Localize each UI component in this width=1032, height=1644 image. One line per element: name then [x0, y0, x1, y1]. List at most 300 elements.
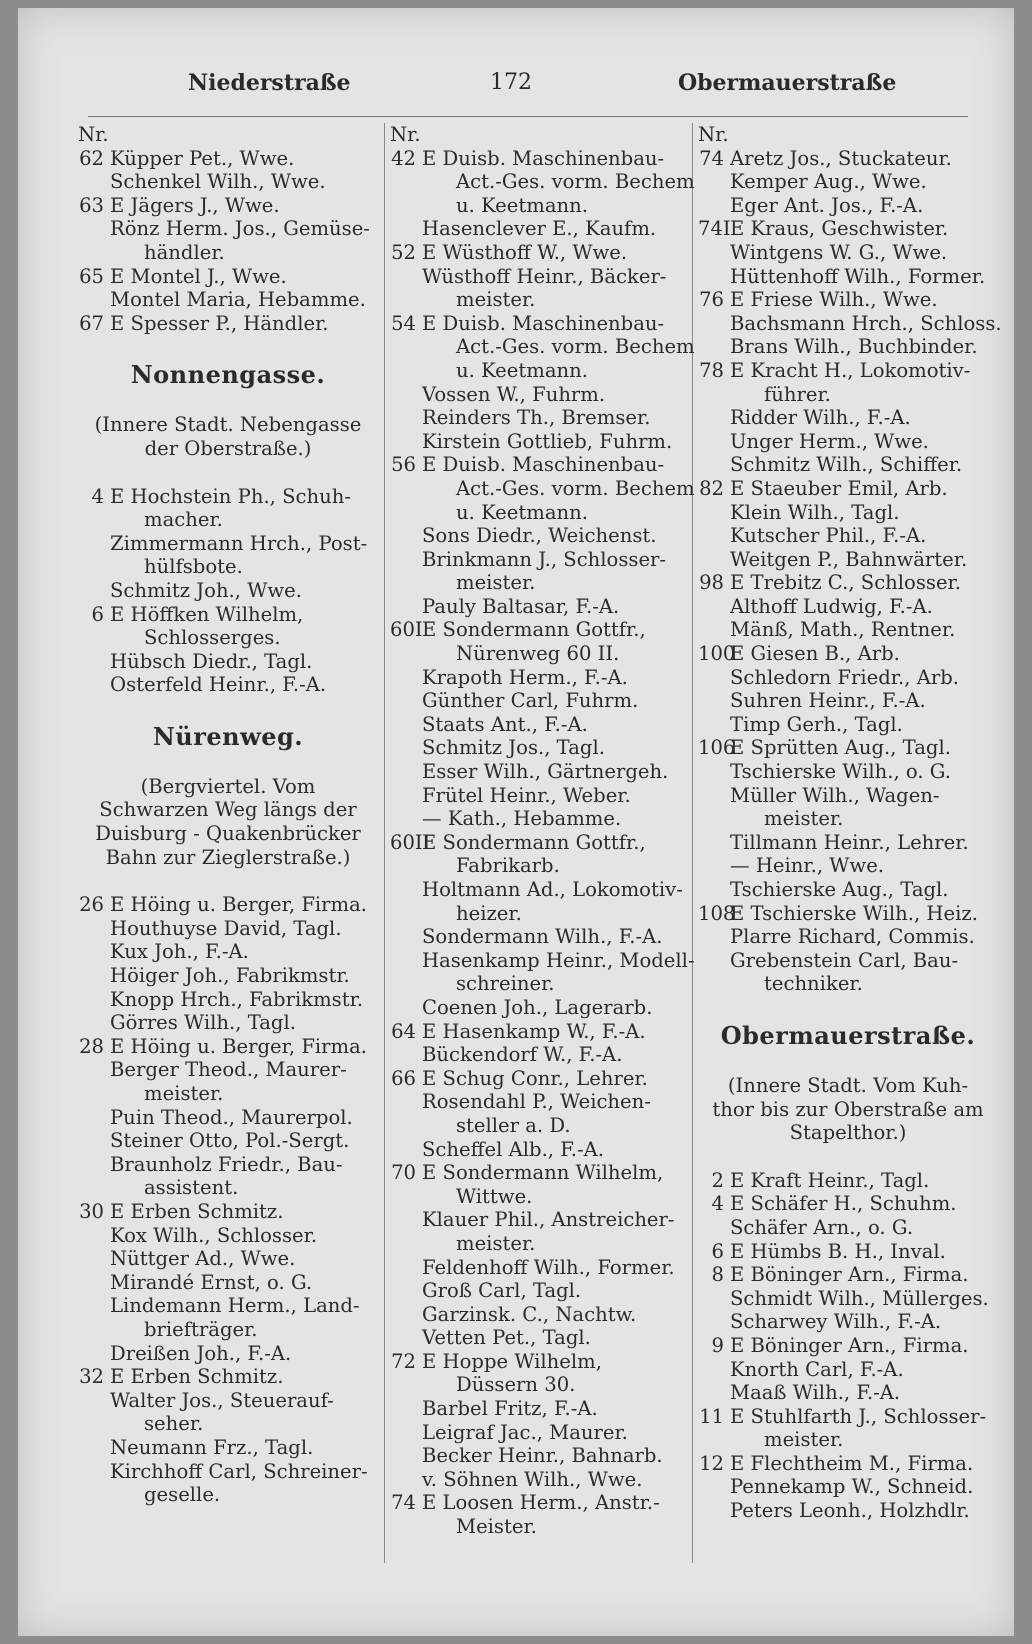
entry-text: Wintgens W. G., Wwe. — [730, 240, 948, 264]
entry-list — [698, 1169, 998, 1523]
entry-line — [390, 760, 690, 784]
entry-text: Fabrikarb. — [456, 854, 560, 878]
entry-line — [390, 524, 690, 548]
header-left-street: Niederstraße — [188, 70, 351, 96]
entry-text: führer. — [764, 382, 831, 406]
entry-line — [390, 996, 690, 1020]
description-line: Stapelthor.) — [789, 1121, 907, 1145]
entry-line — [390, 265, 690, 289]
entry-line — [78, 1129, 378, 1153]
entry-text: E Höffken Wilhelm, — [110, 602, 304, 626]
house-number: 76 — [699, 288, 724, 312]
entry-line — [390, 1208, 690, 1232]
nr-label: Nr. — [698, 123, 729, 146]
entry-text: E Schug Conr., Lehrer. — [422, 1066, 648, 1090]
entry-line — [390, 713, 690, 737]
page-header — [18, 70, 1014, 106]
entry-text: Küpper Pet., Wwe. — [110, 146, 295, 170]
entry-text: E Sondermann Gottfr., — [422, 618, 646, 642]
entry-text: Leigraf Jac., Maurer. — [422, 1420, 628, 1444]
street-description — [698, 1074, 998, 1145]
entry-line — [390, 1090, 690, 1114]
entry-line — [390, 406, 690, 430]
entry-line — [698, 831, 998, 855]
header-divider — [88, 116, 968, 117]
house-number: 98 — [699, 571, 724, 595]
entry-text: Houthuyse David, Tagl. — [110, 916, 342, 940]
entry-line — [390, 217, 690, 241]
entry-line — [78, 194, 378, 218]
entry-text: Kox Wilh., Schlosser. — [110, 1223, 318, 1247]
entry-text: Rönz Herm. Jos., Gemüse- — [110, 217, 370, 241]
entry-text: Vetten Pet., Tagl. — [422, 1326, 591, 1350]
entry-text: Reinders Th., Bremser. — [422, 406, 651, 430]
entry-line — [390, 430, 690, 454]
entry-text: E Böninger Arn., Firma. — [730, 1333, 969, 1357]
entry-line — [78, 579, 378, 603]
entry-line — [78, 964, 378, 988]
entry-text: — Heinr., Wwe. — [730, 854, 885, 878]
entry-text: E Stuhlfarth J., Schlosser- — [730, 1404, 987, 1428]
entry-line — [78, 673, 378, 697]
entry-text: Görres Wilh., Tagl. — [110, 1011, 296, 1035]
house-number: 66 — [391, 1066, 416, 1090]
entry-line — [78, 485, 378, 509]
entry-line — [390, 453, 690, 477]
entry-line — [698, 784, 998, 808]
entry-text: u. Keetmann. — [456, 193, 588, 217]
entry-text: Grebenstein Carl, Bau- — [730, 948, 959, 972]
entry-text: E Trebitz C., Schlosser. — [730, 571, 962, 595]
entry-line — [78, 1483, 378, 1507]
street-description — [78, 775, 378, 869]
entry-line — [390, 1114, 690, 1138]
entry-line — [390, 476, 695, 501]
entry-line — [78, 1412, 378, 1436]
entry-line — [78, 1247, 378, 1271]
entry-text: Holtmann Ad., Lokomotiv- — [422, 878, 683, 901]
entry-line — [390, 642, 690, 666]
entry-line — [78, 1436, 378, 1460]
house-number: 26 — [79, 893, 104, 917]
entry-line — [698, 383, 998, 407]
entry-text: Kux Joh., F.-A. — [110, 940, 249, 964]
entry-line — [698, 618, 998, 642]
entry-text: Schmitz Jos., Tagl. — [422, 736, 605, 760]
entry-text: Act.-Ges. vorm. Bechem — [456, 476, 695, 500]
entry-text: E Tschierske Wilh., Heiz. — [730, 901, 978, 925]
entry-line — [698, 1452, 998, 1476]
entry-line — [390, 1232, 690, 1256]
entry-line — [78, 288, 378, 312]
entry-line — [390, 784, 690, 808]
entry-text: Nüttger Ad., Wwe. — [110, 1247, 296, 1271]
entry-text: Schlosserges. — [144, 626, 281, 650]
entry-text: Kemper Aug., Wwe. — [730, 170, 927, 194]
entry-line — [390, 925, 690, 949]
house-number: 106 — [698, 736, 736, 760]
entry-text: v. Söhnen Wilh., Wwe. — [422, 1467, 643, 1491]
entry-line — [698, 430, 998, 454]
entry-line — [698, 902, 998, 926]
entry-line — [698, 1169, 998, 1193]
entry-line — [390, 1397, 690, 1421]
entry-line — [698, 265, 998, 289]
entry-line — [78, 1318, 378, 1342]
street-heading: Nonnengasse. — [130, 360, 326, 390]
entry-line — [390, 666, 690, 690]
entry-text: Günther Carl, Fuhrm. — [422, 689, 639, 713]
entry-text: seher. — [144, 1412, 204, 1436]
entry-text: meister. — [456, 288, 536, 312]
entry-line — [78, 147, 378, 171]
entry-line — [78, 917, 378, 941]
entry-line — [78, 988, 378, 1012]
entry-text: Sondermann Wilh., F.-A. — [422, 925, 663, 949]
house-number: 28 — [79, 1034, 104, 1058]
house-number: 9 — [711, 1333, 724, 1357]
entry-line — [78, 1082, 378, 1106]
entry-line — [390, 1256, 690, 1280]
entry-text: Ridder Wilh., F.-A. — [730, 406, 911, 430]
entry-text: Meister. — [456, 1515, 537, 1539]
entry-line — [78, 893, 378, 917]
entry-text: E Flechtheim M., Firma. — [730, 1451, 974, 1475]
house-number: 82 — [699, 476, 724, 500]
entry-text: Berger Theod., Maurer- — [110, 1058, 347, 1082]
entry-text: E Duisb. Maschinenbau- — [422, 146, 665, 170]
entry-line — [390, 548, 690, 572]
entry-line — [78, 650, 378, 674]
entry-line — [698, 241, 998, 265]
entry-text: Maaß Wilh., F.-A. — [730, 1381, 901, 1405]
entry-text: E Sprütten Aug., Tagl. — [730, 736, 951, 760]
entry-text: meister. — [144, 1082, 224, 1105]
entry-line — [698, 1358, 998, 1382]
entry-line — [698, 1475, 998, 1499]
entry-text: Aretz Jos., Stuckateur. — [730, 146, 952, 170]
entry-text: E Hasenkamp W., F.-A. — [422, 1019, 646, 1043]
entry-text: Krapoth Herm., F.-A. — [422, 665, 628, 689]
entry-line — [78, 1106, 378, 1130]
house-number: 6 — [91, 602, 104, 626]
house-number: 8 — [711, 1263, 724, 1287]
entry-line — [390, 1020, 690, 1044]
entry-line — [390, 1373, 690, 1397]
entry-text: Coenen Joh., Lagerarb. — [422, 995, 653, 1019]
entry-text: Puin Theod., Maurerpol. — [110, 1105, 353, 1129]
entry-text: Brinkmann J., Schlosser- — [422, 547, 667, 571]
entry-text: Kutscher Phil., F.-A. — [730, 524, 927, 548]
entry-list — [78, 485, 378, 697]
entry-line — [390, 948, 695, 973]
entry-line — [390, 878, 690, 902]
entry-text: Tschierske Wilh., o. G. — [730, 760, 951, 784]
entry-text: E Kracht H., Lokomotiv- — [730, 358, 971, 382]
description-line: Schwarzen Weg längs der — [99, 798, 357, 822]
entry-line — [698, 477, 998, 501]
entry-text: Act.-Ges. vorm. Bechem — [456, 335, 695, 359]
house-number: 52 — [391, 240, 416, 264]
entry-line — [78, 940, 378, 964]
entry-text: Schmitz Wilh., Schiffer. — [730, 453, 963, 477]
house-number: 2 — [711, 1168, 724, 1192]
house-number: 11 — [699, 1404, 724, 1428]
entry-text: Hübsch Diedr., Tagl. — [110, 649, 313, 673]
entry-line — [698, 1263, 998, 1287]
house-number: 12 — [699, 1451, 724, 1475]
entry-text: E Hoppe Wilhelm, — [422, 1349, 602, 1373]
column-2 — [390, 123, 695, 1616]
entry-line — [390, 736, 690, 760]
entry-text: Hüttenhoff Wilh., Former. — [730, 264, 986, 288]
entry-line — [390, 383, 690, 407]
entry-line — [698, 548, 998, 572]
entry-text: E Böninger Arn., Firma. — [730, 1263, 969, 1287]
entry-list — [78, 147, 378, 336]
entry-text: Düssern 30. — [456, 1373, 576, 1397]
entry-text: Frütel Heinr., Weber. — [422, 783, 631, 807]
entry-text: Staats Ant., F.-A. — [422, 712, 588, 736]
entry-line — [390, 902, 690, 926]
entry-text: Vossen W., Fuhrm. — [422, 382, 606, 406]
entry-text: Schmidt Wilh., Müllerges. — [730, 1286, 989, 1310]
description-line: (Innere Stadt. Nebengasse — [94, 413, 362, 437]
entry-line — [698, 972, 998, 996]
entry-text: Klein Wilh., Tagl. — [730, 500, 900, 524]
entry-text: geselle. — [144, 1483, 221, 1507]
entry-line — [390, 831, 690, 855]
entry-text: Plarre Richard, Commis. — [730, 925, 975, 949]
entry-line — [78, 1271, 378, 1295]
entry-line — [390, 1279, 690, 1303]
entry-line — [78, 1058, 378, 1082]
entry-text: meister. — [764, 807, 844, 831]
entry-text: Act.-Ges. vorm. Bechem — [456, 170, 695, 194]
entry-text: Becker Heinr., Bahnarb. — [422, 1444, 663, 1468]
entry-text: Scheffel Alb., F.-A. — [422, 1137, 605, 1161]
entry-line — [390, 1350, 690, 1374]
entry-text: Walter Jos., Steuerauf- — [110, 1388, 334, 1412]
entry-text: Müller Wilh., Wagen- — [730, 783, 940, 807]
entry-text: händler. — [144, 240, 225, 264]
house-number: 78 — [699, 358, 724, 382]
page-number: 172 — [490, 70, 532, 95]
entry-line — [390, 1444, 690, 1468]
entry-text: Schenkel Wilh., Wwe. — [110, 170, 326, 194]
entry-line — [390, 571, 690, 595]
entry-text: Montel Maria, Hebamme. — [110, 288, 366, 312]
entry-line — [78, 170, 378, 194]
entry-line — [390, 1067, 690, 1091]
entry-line — [698, 194, 998, 218]
entry-line — [78, 1460, 378, 1484]
entry-line — [78, 532, 378, 556]
entry-text: E Duisb. Maschinenbau- — [422, 311, 665, 335]
entry-text: techniker. — [764, 972, 863, 996]
entry-text: E Kraft Heinr., Tagl. — [730, 1168, 930, 1192]
entry-text: u. Keetmann. — [456, 500, 588, 524]
house-number: 67 — [79, 311, 104, 335]
entry-text: Esser Wilh., Gärtnergeh. — [422, 760, 669, 784]
entry-text: Nürenweg 60 II. — [456, 642, 620, 666]
column-divider — [384, 123, 385, 1563]
entry-line — [78, 1153, 378, 1177]
entry-text: Eger Ant. Jos., F.-A. — [730, 193, 924, 217]
nr-label: Nr. — [390, 123, 421, 146]
entry-line — [698, 501, 998, 525]
entry-line — [698, 878, 998, 902]
entry-text: Pauly Baltasar, F.-A. — [422, 594, 620, 618]
entry-line — [390, 335, 695, 359]
entry-text: Höiger Joh., Fabrikmstr. — [110, 964, 350, 988]
entry-text: Timp Gerh., Tagl. — [730, 712, 903, 736]
entry-text: E Duisb. Maschinenbau- — [422, 453, 665, 477]
entry-text: Weitgen P., Bahnwärter. — [730, 547, 968, 571]
entry-line — [698, 571, 998, 595]
entry-text: E Giesen B., Arb. — [730, 642, 900, 666]
house-number: 30 — [79, 1199, 104, 1223]
entry-text: E Loosen Herm., Anstr.- — [422, 1491, 660, 1515]
entry-text: Barbel Fritz, F.-A. — [422, 1397, 598, 1421]
entry-line — [78, 1035, 378, 1059]
entry-line — [78, 1200, 378, 1224]
entry-text: E Erben Schmitz. — [110, 1365, 284, 1389]
entry-line — [698, 949, 998, 973]
entry-line — [698, 1334, 998, 1358]
entry-text: Kirstein Gottlieb, Fuhrm. — [422, 429, 673, 453]
house-number: 6 — [711, 1239, 724, 1263]
entry-text: Zimmermann Hrch., Post- — [110, 531, 368, 555]
entry-text: E Höing u. Berger, Firma. — [110, 1034, 368, 1058]
description-line: der Oberstraße.) — [144, 436, 312, 460]
entry-text: Wittwe. — [456, 1184, 533, 1208]
entry-text: E Sondermann Wilhelm, — [422, 1161, 664, 1185]
entry-line — [698, 595, 998, 619]
entry-line — [390, 1515, 690, 1539]
entry-text: Knorth Carl, F.-A. — [730, 1357, 904, 1381]
entry-line — [390, 312, 690, 336]
entry-text: steller a. D. — [456, 1113, 571, 1137]
entry-line — [390, 1468, 690, 1492]
entry-line — [698, 406, 998, 430]
entry-line — [390, 170, 695, 194]
entry-text: E Sondermann Gottfr., — [422, 830, 646, 854]
entry-text: Knopp Hrch., Fabrikmstr. — [110, 987, 364, 1011]
entry-text: E Höing u. Berger, Firma. — [110, 893, 368, 917]
entry-line — [390, 1326, 690, 1350]
entry-line — [698, 1405, 998, 1429]
entry-text: Brans Wilh., Buchbinder. — [730, 335, 978, 359]
entry-line — [698, 524, 998, 548]
entry-text: schreiner. — [456, 972, 555, 996]
entry-line — [698, 1381, 998, 1405]
entry-text: meister. — [764, 1428, 844, 1452]
entry-line — [78, 241, 378, 265]
description-line: Bahn zur Zieglerstraße.) — [105, 845, 351, 869]
entry-text: Althoff Ludwig, F.-A. — [730, 594, 933, 618]
entry-line — [698, 736, 998, 760]
entry-line — [698, 359, 998, 383]
entry-line — [698, 1287, 998, 1311]
entry-text: heizer. — [456, 901, 522, 925]
entry-text: E Staeuber Emil, Arb. — [730, 476, 948, 500]
entry-line — [698, 335, 998, 359]
entry-text: Peters Leonh., Holzhdlr. — [730, 1499, 970, 1523]
entry-text: briefträger. — [144, 1317, 258, 1341]
entry-text: Groß Carl, Tagl. — [422, 1279, 582, 1303]
entry-text: Braunholz Friedr., Bau- — [110, 1152, 343, 1176]
entry-line — [698, 1192, 998, 1216]
column-3 — [698, 123, 1002, 1616]
entry-text: macher. — [144, 508, 223, 532]
entry-text: Neumann Frz., Tagl. — [110, 1435, 314, 1459]
entry-text: Dreißen Joh., F.-A. — [110, 1341, 292, 1365]
house-number: 65 — [79, 264, 104, 288]
entry-text: Klauer Phil., Anstreicher- — [422, 1208, 675, 1232]
entry-line — [698, 1240, 998, 1264]
entry-line — [390, 241, 690, 265]
house-number: 74 — [391, 1491, 416, 1515]
entry-line — [390, 854, 690, 878]
house-number: 100 — [698, 642, 736, 666]
house-number: 64 — [391, 1019, 416, 1043]
entry-line — [698, 311, 1002, 336]
house-number: 70 — [391, 1161, 416, 1185]
entry-line — [390, 359, 690, 383]
entry-line — [78, 1011, 378, 1035]
entry-line — [78, 1365, 378, 1389]
entry-text: Schäfer Arn., o. G. — [730, 1215, 914, 1239]
entry-line — [78, 1224, 378, 1248]
entry-list — [78, 893, 378, 1506]
header-right-street: Obermauerstraße — [678, 70, 897, 96]
entry-line — [390, 689, 690, 713]
street-heading: Nürenweg. — [152, 721, 304, 751]
entry-text: E Spesser P., Händler. — [110, 311, 329, 335]
entry-line — [78, 555, 378, 579]
entry-text: E Hümbs B. H., Inval. — [730, 1239, 946, 1263]
entry-line — [698, 1216, 998, 1240]
entry-line — [78, 1176, 378, 1200]
house-number: 63 — [79, 193, 104, 217]
entry-text: Tschierske Aug., Tagl. — [730, 878, 949, 901]
entry-line — [78, 312, 378, 336]
column-1 — [78, 123, 378, 1616]
entry-text: hülfsbote. — [144, 555, 243, 579]
entry-line — [698, 925, 998, 949]
entry-text: E Schäfer H., Schuhm. — [730, 1192, 957, 1216]
entry-text: Schmitz Joh., Wwe. — [110, 578, 302, 602]
entry-line — [390, 1303, 690, 1327]
entry-text: assistent. — [144, 1176, 239, 1200]
entry-line — [390, 501, 690, 525]
house-number: 42 — [391, 146, 416, 170]
description-line: (Innere Stadt. Vom Kuh- — [727, 1073, 969, 1097]
entry-text: Suhren Heinr., F.-A. — [730, 689, 926, 713]
entry-line — [390, 618, 690, 642]
entry-line — [390, 1421, 690, 1445]
entry-text: E Jägers J., Wwe. — [110, 193, 280, 217]
entry-line — [390, 595, 690, 619]
entry-text: Schledorn Friedr., Arb. — [730, 665, 959, 689]
entry-text: Steiner Otto, Pol.-Sergt. — [110, 1129, 350, 1153]
entry-line — [698, 217, 998, 241]
entry-line — [698, 1499, 998, 1523]
entry-line — [390, 288, 690, 312]
entry-text: Unger Herm., Wwe. — [730, 429, 929, 453]
entry-text: Mänß, Math., Rentner. — [730, 618, 956, 642]
